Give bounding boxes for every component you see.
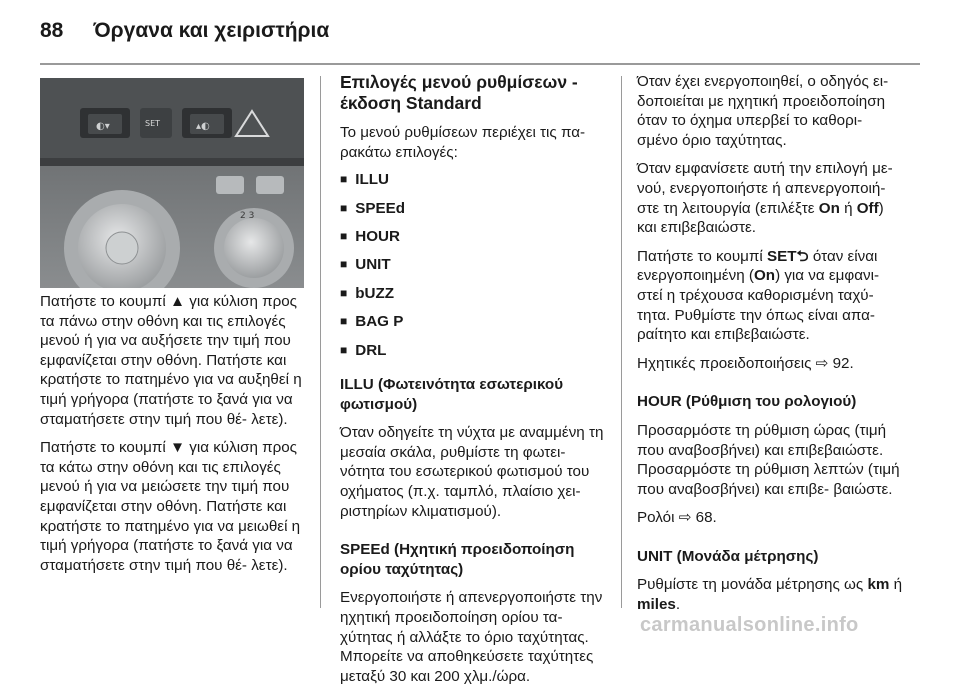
list-item: ■ bUZZ: [340, 280, 604, 308]
unit-heading: UNIT (Μονάδα μέτρησης): [637, 547, 819, 565]
warnings-reference: Ηχητικές προειδοποιήσεις ⇨ 92.: [637, 354, 854, 372]
set-button-text: [637, 247, 905, 345]
header-rule: [40, 63, 920, 65]
text-run: όταν είναι ενεργοποιημένη (: [637, 247, 878, 285]
off-label: Off: [856, 199, 879, 217]
speed-heading: SPEEd (Ηχητική προειδοποίηση ορίου ταχύτητας): [340, 541, 575, 578]
on-label: On: [818, 199, 840, 217]
section-intro: Το μενού ρυθμίσεων περιέχει τις πα‐ ρακάτω επιλογές:: [340, 124, 586, 161]
column-divider-2: [621, 76, 622, 608]
illu-heading: ILLU (Φωτεινότητα εσωτερικού φωτισμού): [340, 376, 564, 413]
km-label: km: [867, 576, 890, 594]
illu-text: Όταν οδηγείτε τη νύχτα με αναμμένη τη μεσαία σκάλα, ρυθμίστε τη φωτει‐ νότητα του εσωτερικού φωτισμού του οχήματος (π.χ. ταμπλό, πλαίσιο χει‐ ριστηρίων κλιματισμού).: [340, 424, 604, 520]
text-run: Πατήστε το κουμπί: [637, 247, 767, 265]
text-run: ) για να εμφανι‐ στεί η τρέχουσα καθορισμένη ταχύ‐ τητα. Ρυθμίστε την όπως είναι απα‐ ραίτητο και επιβεβαιώστε.: [637, 267, 880, 344]
list-item: ■ UNIT: [340, 251, 604, 279]
svg-text:▴◐: ▴◐: [196, 121, 210, 132]
text-run: ή: [889, 576, 903, 594]
menu-options-list: [340, 166, 604, 365]
paragraph-scroll-down: Πατήστε το κουμπί ▼ για κύλιση προς τα κάτω στην οθόνη και τις επιλογές μενού ή για να μειώσετε την τιμή που εμφανίζεται στην οθόνη. Πατήστε και κρατήστε το πατημένο για να μειωθεί η τιμή γρήγορα (πατήστε το ξανά για να σταματήσετε στην τιμή που θέ‐ λετε).: [40, 439, 301, 574]
speed-toggle-text: [637, 159, 905, 237]
page-title: Όργανα και χειριστήρια: [93, 19, 330, 42]
paragraph-scroll-up: Πατήστε το κουμπί ▲ για κύλιση προς τα πάνω στην οθόνη και τις επιλογές μενού ή για να αυξήσετε την τιμή που εμφανίζεται στην οθόνη. Πατήστε και κρατήστε το πατημένο για να αυξηθεί η τιμή γρήγορα (πατήστε το ξανά για να σταματήσετε στην τιμή που θέ‐ λετε).: [40, 293, 302, 428]
list-item: ■ BAG P: [340, 308, 604, 336]
column-left: [40, 72, 304, 584]
watermark: carmanualsonline.info: [640, 614, 859, 636]
svg-text:◐▾: ◐▾: [96, 121, 110, 132]
svg-text:2 3: 2 3: [240, 211, 255, 221]
hour-heading: HOUR (Ρύθμιση του ρολογιού): [637, 393, 857, 411]
clock-reference: Ρολόι ⇨ 68.: [637, 509, 717, 527]
column-divider-1: [320, 76, 321, 608]
speed-warning-text: Όταν έχει ενεργοποιηθεί, ο οδηγός ει‐ δοποιείται με ηχητική προειδοποίηση όταν το όχημα υπερβεί το καθορι‐ σμένο όριο ταχύτητας.: [637, 73, 889, 149]
speed-text: Ενεργοποιήστε ή απενεργοποιήστε την ηχητική προειδοποίηση ορίου τα‐ χύτητας ή αλλάξτε το όριο ταχύτητας. Μπορείτε να αποθηκεύσετε ταχύτητες μεταξύ 30 και 200 χλμ./ώρα.: [340, 589, 603, 685]
text-run: Όταν εμφανίσετε αυτή την επιλογή με‐ νού, ενεργοποιήστε ή απενεργοποιή‐ στε τη λειτουργία (επιλέξτε: [637, 160, 893, 217]
on-label: On: [753, 267, 776, 285]
page-header: [40, 14, 329, 48]
list-item: ■ HOUR: [340, 223, 604, 251]
hour-text: Προσαρμόστε τη ρύθμιση ώρας (τιμή που αναβοσβήνει) και επιβεβαιώστε. Προσαρμόστε τη ρύθμιση λεπτών (τιμή που αναβοσβήνει) και επιβε‐ βαιώστε.: [637, 421, 900, 498]
list-item: ■ DRL: [340, 337, 604, 365]
column-middle: [340, 72, 604, 695]
text-run: .: [675, 596, 681, 614]
list-item: ■ ILLU: [340, 166, 604, 194]
unit-text: [637, 575, 905, 614]
svg-text:SET: SET: [145, 119, 161, 128]
page-number: 88: [40, 19, 64, 42]
text-run: Ρυθμίστε τη μονάδα μέτρησης ως: [637, 576, 868, 594]
list-item: ■ SPEEd: [340, 195, 604, 223]
miles-label: miles: [637, 596, 676, 614]
text-run: ή: [839, 199, 857, 217]
column-right: [637, 72, 905, 624]
set-label: SET⮌: [767, 247, 809, 265]
section-title: Επιλογές μενού ρυθμίσεων - έκδοση Standard: [340, 72, 578, 113]
text-run: ) και επιβεβαιώστε.: [637, 199, 884, 237]
